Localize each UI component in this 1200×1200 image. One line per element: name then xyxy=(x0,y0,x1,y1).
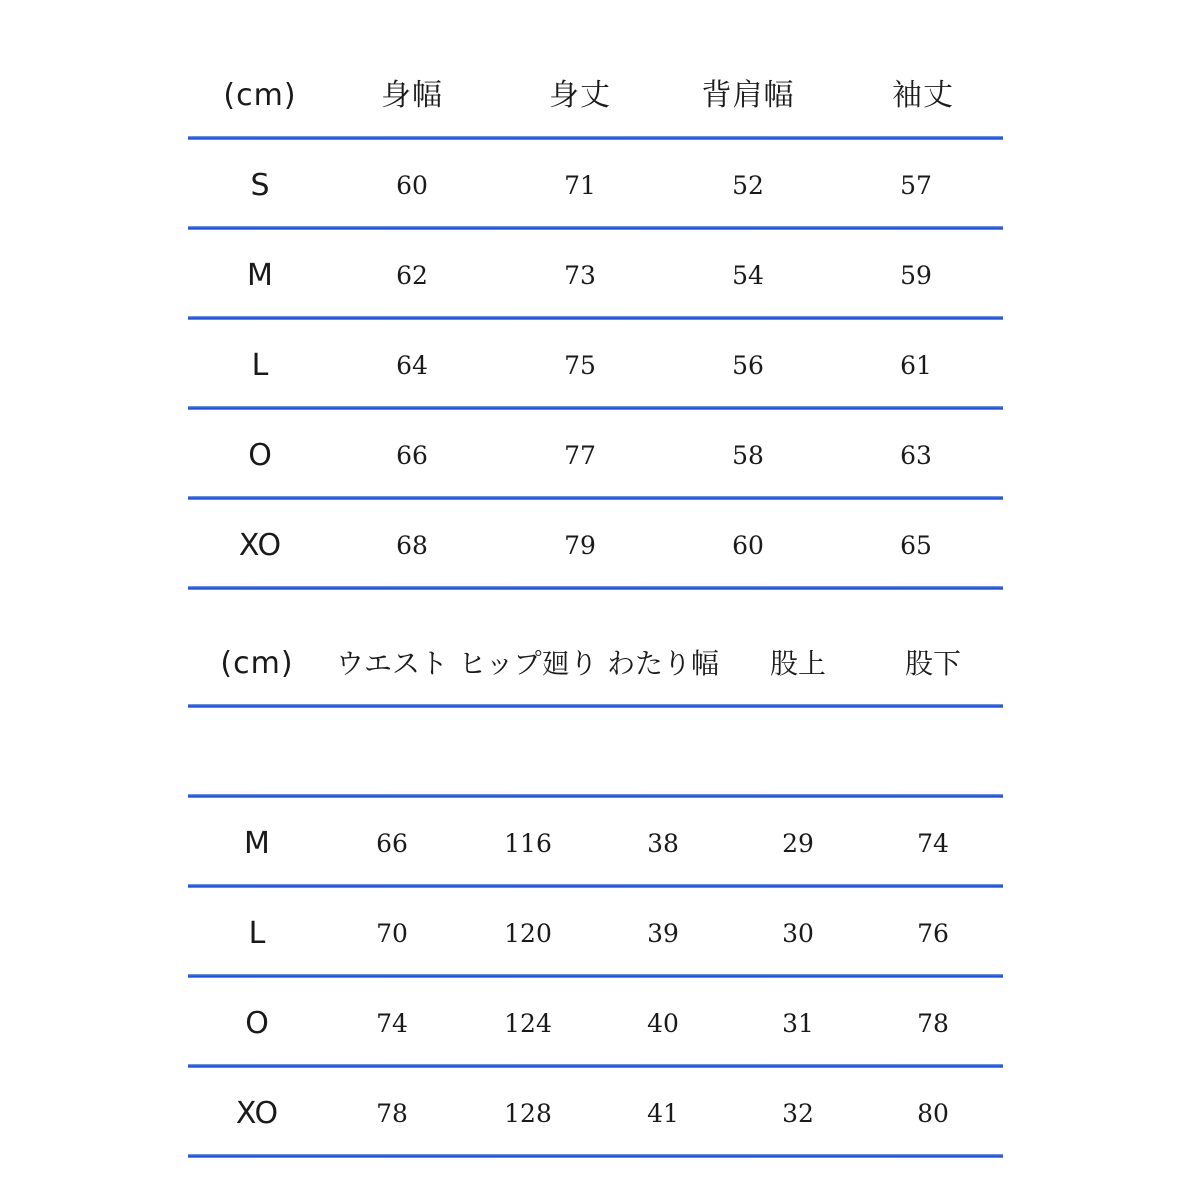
value-cell: 60 xyxy=(732,531,764,560)
value-cell: 62 xyxy=(396,261,428,290)
value-cell: 68 xyxy=(396,531,428,560)
value-cell: 39 xyxy=(647,919,679,948)
table-row xyxy=(188,888,1003,974)
tops-size-table xyxy=(188,50,1003,590)
value-cell: 66 xyxy=(376,829,408,858)
bottoms-header-thigh-width: わたり幅 xyxy=(606,647,720,680)
size-label: M xyxy=(244,826,270,861)
table-row xyxy=(188,978,1003,1064)
bottoms-header-row xyxy=(188,618,1003,704)
value-cell: 124 xyxy=(504,1009,552,1038)
value-cell: 64 xyxy=(396,351,428,380)
value-cell: 116 xyxy=(504,829,552,858)
value-cell: 57 xyxy=(900,171,932,200)
bottoms-header-inseam: 股下 xyxy=(904,647,962,680)
value-cell: 29 xyxy=(782,829,814,858)
table-row xyxy=(188,410,1003,496)
size-label: L xyxy=(251,348,269,383)
tops-header-body-length: 身丈 xyxy=(549,78,611,113)
row-divider xyxy=(188,586,1003,590)
size-label: M xyxy=(247,258,273,293)
table-row xyxy=(188,798,1003,884)
bottoms-header-rise: 股上 xyxy=(769,647,827,680)
value-cell: 74 xyxy=(917,829,949,858)
value-cell: 59 xyxy=(900,261,932,290)
value-cell: 74 xyxy=(376,1009,408,1038)
tops-header-body-width: 身幅 xyxy=(381,78,443,113)
value-cell: 73 xyxy=(564,261,596,290)
table-row xyxy=(188,320,1003,406)
value-cell: 78 xyxy=(917,1009,949,1038)
tops-header-row xyxy=(188,50,1003,136)
value-cell: 120 xyxy=(504,919,552,948)
value-cell: 75 xyxy=(564,351,596,380)
value-cell: 66 xyxy=(396,441,428,470)
value-cell: 63 xyxy=(900,441,932,470)
value-cell: 128 xyxy=(504,1099,552,1128)
value-cell: 54 xyxy=(732,261,764,290)
value-cell: 77 xyxy=(564,441,596,470)
value-cell: 70 xyxy=(376,919,408,948)
value-cell: 32 xyxy=(782,1099,814,1128)
value-cell: 56 xyxy=(732,351,764,380)
table-row xyxy=(188,500,1003,586)
value-cell: 76 xyxy=(917,919,949,948)
value-cell: 61 xyxy=(900,351,932,380)
value-cell: 41 xyxy=(647,1099,679,1128)
value-cell: 31 xyxy=(782,1009,814,1038)
table-row xyxy=(188,140,1003,226)
value-cell: 60 xyxy=(396,171,428,200)
tops-header-shoulder-width: 背肩幅 xyxy=(701,78,795,113)
size-label: XO xyxy=(238,528,282,563)
value-cell: 38 xyxy=(647,829,679,858)
bottoms-header-waist: ウエスト xyxy=(335,647,449,680)
row-divider xyxy=(188,1154,1003,1158)
size-label: O xyxy=(248,438,272,473)
size-label: S xyxy=(250,168,270,203)
size-label: XO xyxy=(235,1096,279,1131)
bottoms-size-table xyxy=(188,618,1003,1158)
size-label: O xyxy=(245,1006,269,1041)
value-cell: 58 xyxy=(732,441,764,470)
bottoms-header-unit: (cm) xyxy=(220,646,294,681)
value-cell: 78 xyxy=(376,1099,408,1128)
table-row xyxy=(188,1068,1003,1154)
value-cell: 40 xyxy=(647,1009,679,1038)
value-cell: 80 xyxy=(917,1099,949,1128)
size-label: L xyxy=(248,916,266,951)
value-cell: 65 xyxy=(900,531,932,560)
tops-header-sleeve-length: 袖丈 xyxy=(892,78,954,113)
value-cell: 52 xyxy=(732,171,764,200)
empty-row xyxy=(188,708,1003,794)
bottoms-header-hip: ヒップ廻り xyxy=(458,647,598,680)
value-cell: 79 xyxy=(564,531,596,560)
tops-header-unit: (cm) xyxy=(223,78,297,113)
value-cell: 30 xyxy=(782,919,814,948)
table-row xyxy=(188,230,1003,316)
value-cell: 71 xyxy=(564,171,596,200)
